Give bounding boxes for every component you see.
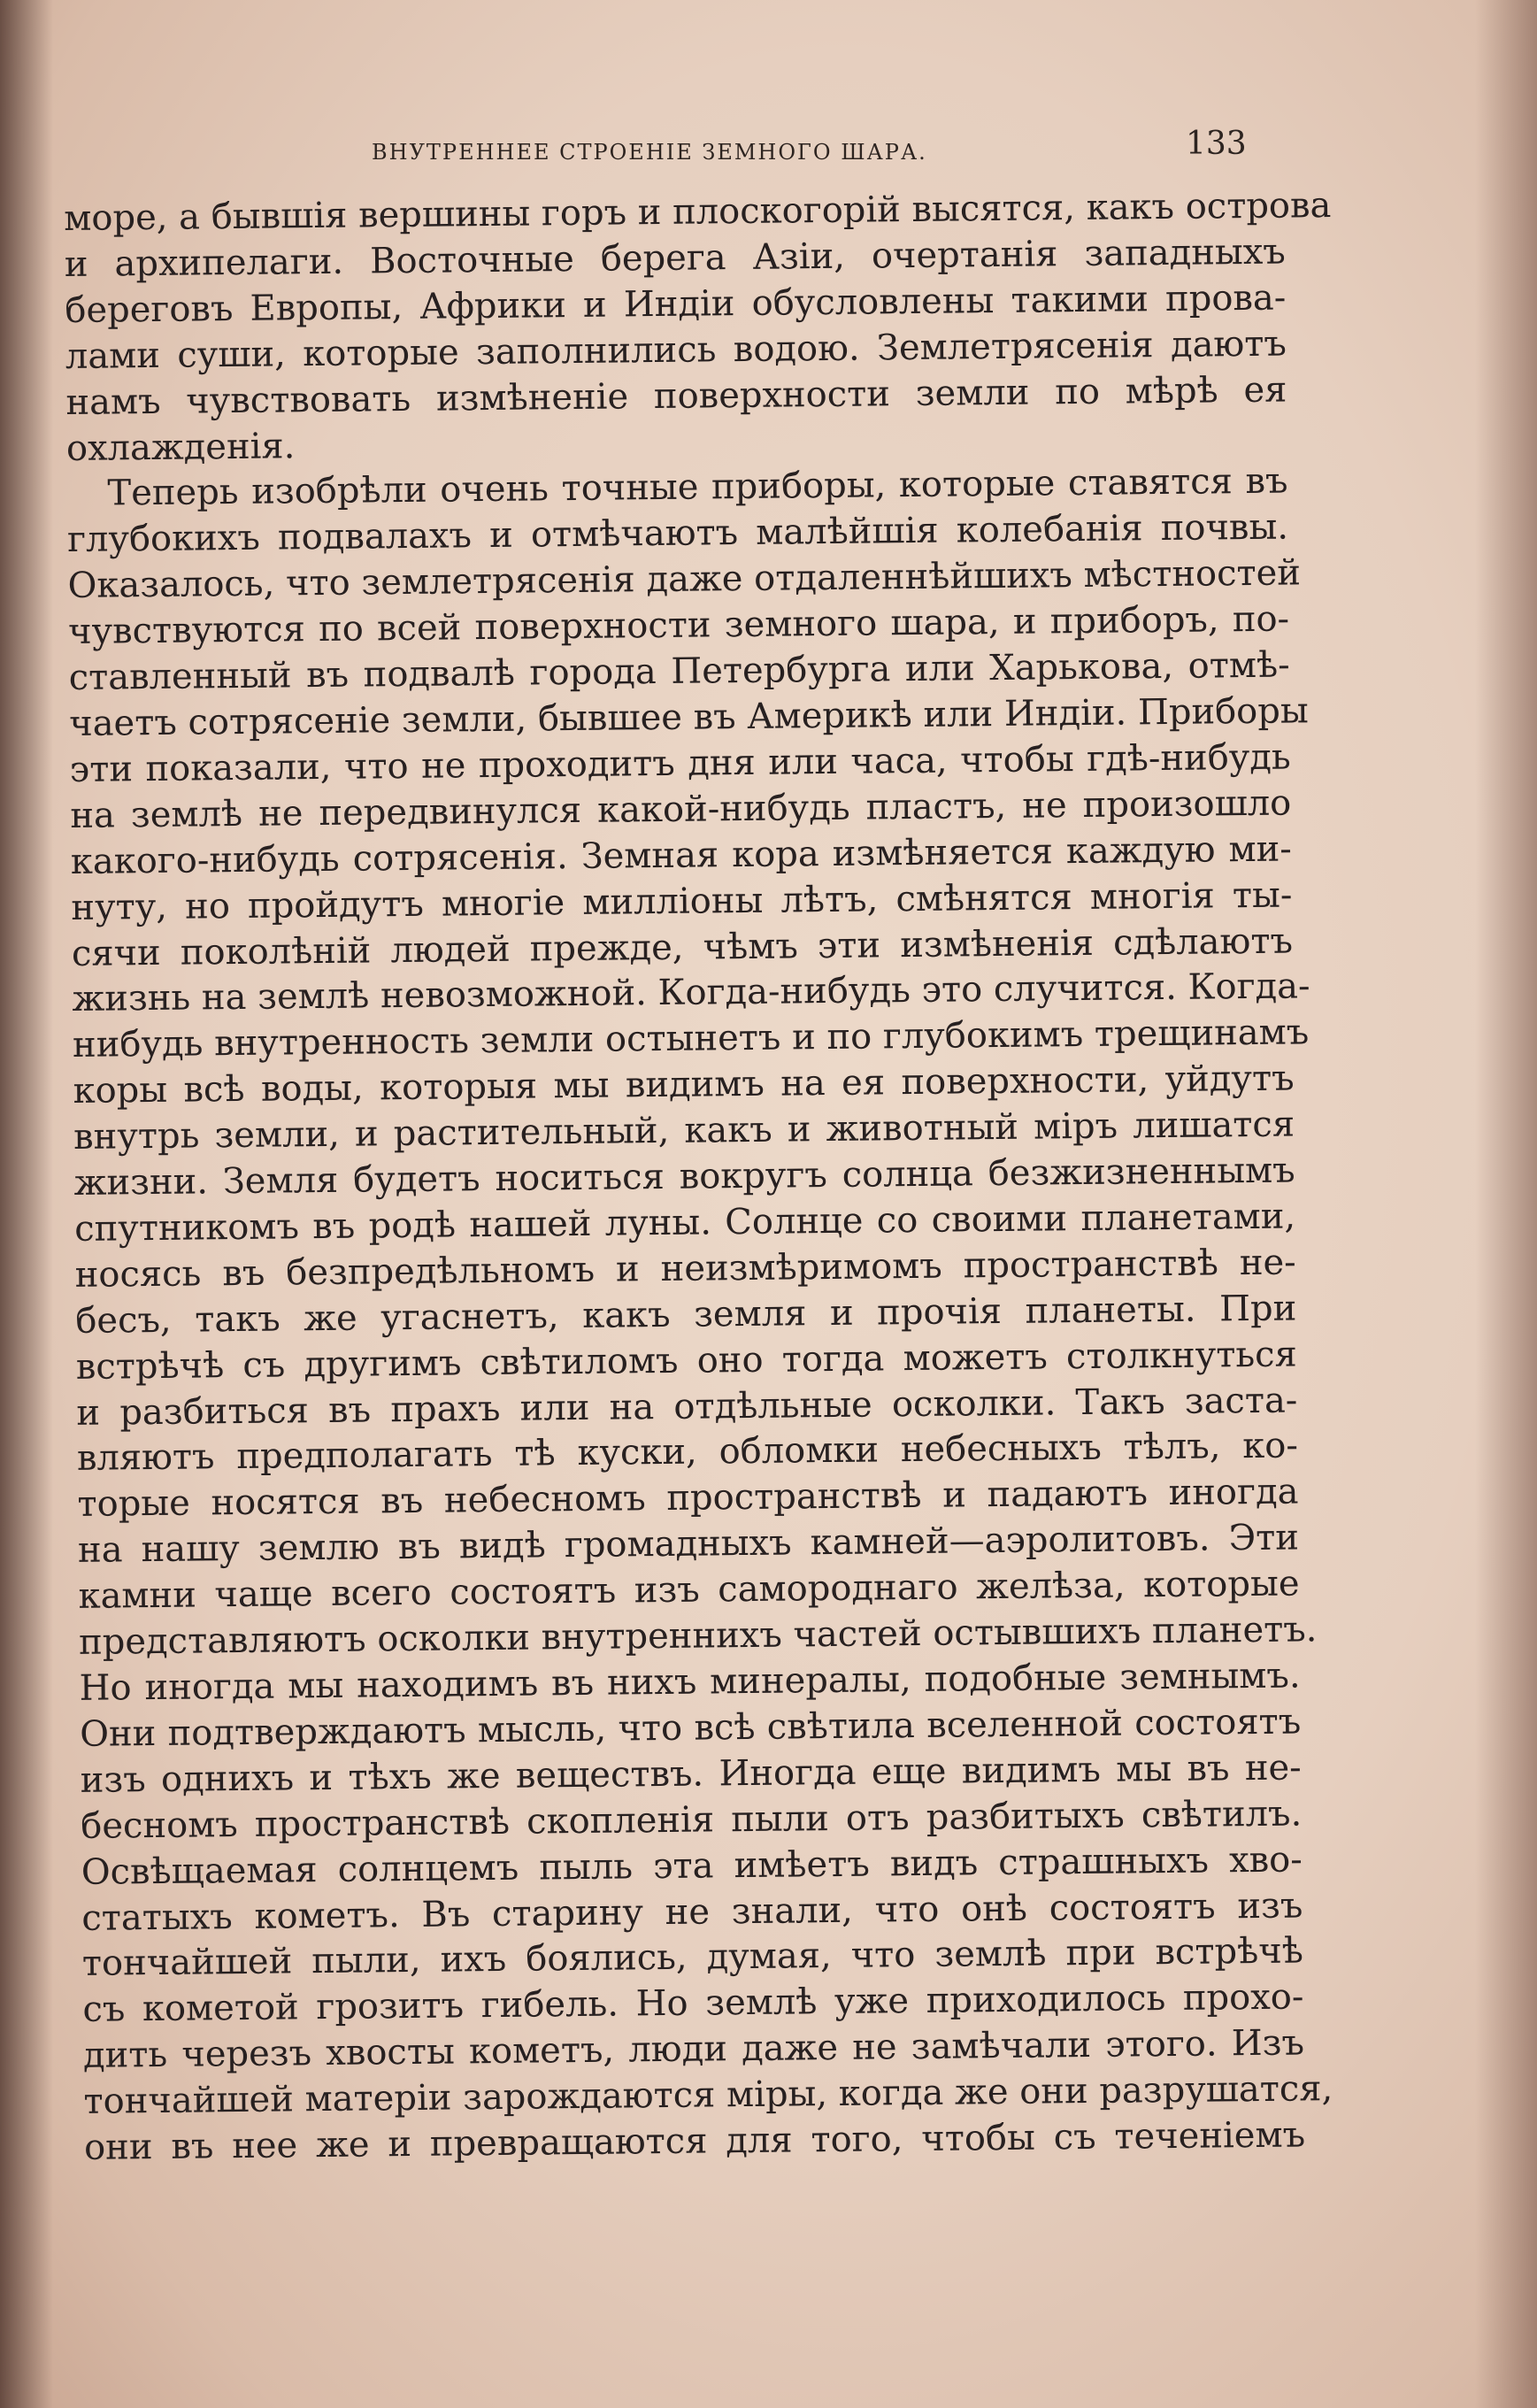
text-line: Теперь изобрѣли очень точные приборы, которые ставятся въ xyxy=(107,460,1288,514)
text-line: и архипелаги. Восточные берега Азіи, очертанія западныхъ xyxy=(64,231,1286,285)
text-line: нуту, но пройдутъ многіе милліоны лѣтъ, смѣнятся многія ты- xyxy=(71,874,1293,928)
text-line: чувствуются по всей поверхности земного шара, и приборъ, по- xyxy=(67,598,1290,653)
text-line: бесномъ пространствѣ скопленія пыли отъ разбитыхъ свѣтилъ. xyxy=(81,1793,1303,1847)
text-line: встрѣчѣ съ другимъ свѣтиломъ оно тогда можетъ столкнуться xyxy=(75,1334,1298,1388)
text-line: представляютъ осколки внутреннихъ частей остывшихъ планетъ. xyxy=(78,1609,1318,1664)
text-line: дить черезъ хвосты кометъ, люди даже не замѣчали этого. Изъ xyxy=(82,2022,1305,2077)
text-line: Освѣщаемая солнцемъ пыль эта имѣетъ видъ страшныхъ хво- xyxy=(81,1839,1303,1893)
gutter-shadow xyxy=(0,0,53,2408)
text-line: носясь въ безпредѣльномъ и неизмѣримомъ пространствѣ не- xyxy=(74,1242,1296,1296)
page-edge-shadow xyxy=(1475,0,1537,2408)
text-line: чаетъ сотрясеніе земли, бывшее въ Америкѣ или Индіи. Приборы xyxy=(69,690,1309,744)
text-line: Оказалось, что землетрясенія даже отдаленнѣйшихъ мѣстностей xyxy=(67,552,1302,607)
text-line: вляютъ предполагать тѣ куски, обломки небесныхъ тѣлъ, ко- xyxy=(76,1425,1299,1480)
text-line: бесъ, такъ же угаснетъ, какъ земля и прочія планеты. При xyxy=(75,1288,1297,1342)
text-line: жизни. Земля будетъ носиться вокругъ солнца безжизненнымъ xyxy=(73,1150,1295,1204)
text-line: тончайшей пыли, ихъ боялись, думая, что землѣ при встрѣчѣ xyxy=(81,1930,1304,1985)
text-line: глубокихъ подвалахъ и отмѣчаютъ малѣйшія колебанія почвы. xyxy=(66,506,1289,561)
text-line: какого-нибудь сотрясенія. Земная кора измѣняется каждую ми- xyxy=(70,828,1293,882)
text-line: они въ нее же и превращаются для того, чтобы съ теченіемъ xyxy=(83,2114,1306,2168)
text-line: статыхъ кометъ. Въ старину не знали, что онѣ состоятъ изъ xyxy=(81,1884,1303,1939)
text-line: съ кометой грозитъ гибель. Но землѣ уже приходилось прохо- xyxy=(82,1976,1304,2031)
text-line: эти показали, что не проходитъ дня или часа, чтобы гдѣ-нибудь xyxy=(69,736,1291,790)
text-line: жизнь на землѣ невозможной. Когда-нибудь это случится. Когда- xyxy=(72,966,1310,1020)
body-text xyxy=(64,184,1333,2172)
text-line: Но иногда мы находимъ въ нихъ минералы, подобные земнымъ. xyxy=(79,1655,1301,1709)
text-line: торые носятся въ небесномъ пространствѣ и падаютъ иногда xyxy=(77,1471,1299,1526)
text-line: на нашу землю въ видѣ громадныхъ камней—аэролитовъ. Эти xyxy=(77,1517,1300,1572)
text-line: и разбиться въ прахъ или на отдѣльные осколки. Такъ заста- xyxy=(76,1380,1298,1434)
text-line: береговъ Европы, Африки и Индіи обусловлены такими прова- xyxy=(65,277,1287,331)
text-line: Они подтверждаютъ мысль, что всѣ свѣтила вселенной состоятъ xyxy=(79,1701,1302,1755)
text-line: тончайшей матеріи зарождаются міры, когда же они разрушатся, xyxy=(83,2068,1333,2123)
text-line: ставленный въ подвалѣ города Петербурга или Харькова, отмѣ- xyxy=(68,644,1290,699)
page-number: 133 xyxy=(1186,126,1247,162)
text-line: камни чаще всего состоятъ изъ самороднаго желѣза, которые xyxy=(78,1563,1300,1618)
text-line: коры всѣ воды, которыя мы видимъ на ея поверхности, уйдутъ xyxy=(73,1058,1295,1112)
running-head: ВНУТРЕННЕЕ СТРОЕНІЕ ЗЕМНОГО ШАРА. xyxy=(372,140,927,165)
text-line: нибудь внутренность земли остынетъ и по глубокимъ трещинамъ xyxy=(72,1012,1310,1066)
text-line: изъ однихъ и тѣхъ же веществъ. Иногда еще видимъ мы въ не- xyxy=(80,1747,1302,1801)
text-line: внутрь земли, и растительный, какъ и животный міръ лишатся xyxy=(73,1104,1295,1158)
text-line: намъ чувствовать измѣненіе поверхности земли по мѣрѣ ея xyxy=(65,369,1287,423)
text-line: охлажденія. xyxy=(65,425,296,469)
text-line: спутникомъ въ родѣ нашей луны. Солнце со своими планетами, xyxy=(73,1196,1296,1250)
text-line: на землѣ не передвинулся какой-нибудь пластъ, не произошло xyxy=(70,782,1292,836)
text-line: сячи поколѣній людей прежде, чѣмъ эти измѣненія сдѣлаютъ xyxy=(71,920,1294,974)
text-line: море, а бывшія вершины горъ и плоскогорій высятся, какъ острова xyxy=(64,185,1332,239)
text-line: лами суши, которые заполнились водою. Землетрясенія даютъ xyxy=(65,323,1287,377)
